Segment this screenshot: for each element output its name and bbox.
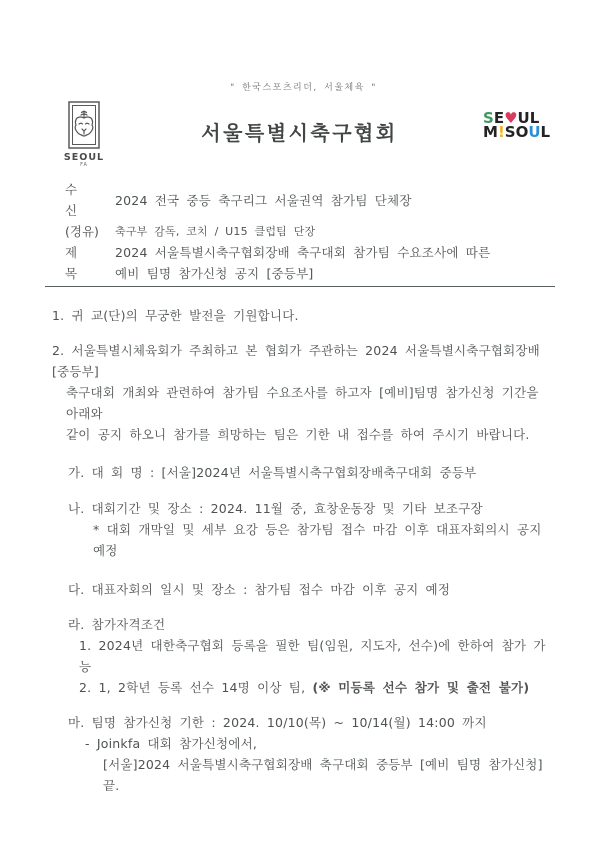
subject-label: 제 목 bbox=[65, 245, 80, 281]
section-ra-eligibility bbox=[68, 614, 555, 698]
section-ra-item-1: 1. 2024년 대한축구협회 등록을 필한 팀(임원, 지도자, 선수)에 한하여 참가 가능 bbox=[79, 638, 546, 674]
exclamation-icon: ! bbox=[497, 123, 505, 141]
section-ga-tournament-name: 가. 대 회 명 : [서울]2024년 서울특별시축구협회장배축구대회 중등부 bbox=[68, 465, 477, 480]
paragraph-1: 1. 귀 교(단)의 무궁한 발전을 기원합니다. bbox=[52, 308, 299, 323]
logo-letter-s: S bbox=[483, 109, 494, 127]
via-label: (경유) bbox=[65, 224, 99, 239]
section-ra-heading: 라. 참가자격조건 bbox=[68, 617, 166, 632]
subject-line-2: 예비 팀명 참가신청 공지 [중등부] bbox=[115, 266, 314, 281]
smile-u-icon: U bbox=[528, 123, 541, 141]
via-value: 축구부 감독, 코치 / U15 클럽팀 단장 bbox=[115, 225, 316, 238]
paragraph-2-line-3: 같이 공지 하오니 참가를 희망하는 팀은 기한 내 접수를 하여 주시기 바랍니다. bbox=[66, 427, 530, 442]
logo-letters-ul: UL bbox=[517, 109, 540, 127]
subject-row bbox=[65, 242, 555, 284]
section-ra-item-2-bold: (※ 미등록 선수 참가 및 출전 불가) bbox=[312, 680, 530, 695]
header-slogan: " 한국스포츠리더, 서울체육 " bbox=[230, 83, 377, 93]
section-ma-registration-deadline bbox=[68, 712, 555, 796]
page-title: 서울특별시축구협회 bbox=[201, 121, 398, 145]
seoul-my-soul-line2 bbox=[483, 125, 555, 139]
section-na-line: 나. 대회기간 및 장소 : 2024. 11월 중, 효창운동장 및 기타 보조구장 bbox=[68, 501, 483, 516]
tiger-emblem-icon bbox=[68, 101, 100, 152]
section-da-representatives-meeting: 다. 대표자회의 일시 및 장소 : 참가팀 접수 마감 이후 공지 예정 bbox=[68, 582, 451, 597]
subject-value bbox=[115, 242, 490, 284]
document-meta bbox=[65, 179, 555, 284]
seoul-fa-logo-sub: FA bbox=[80, 162, 88, 168]
logo-letter-m: M bbox=[483, 123, 498, 141]
document-header bbox=[52, 101, 555, 173]
logo-letter-l: L bbox=[540, 123, 551, 141]
paragraph-2-line-1: 2. 서울특별시체육회가 주최하고 본 협회가 주관하는 2024 서울특별시축구협회장배[중등부] bbox=[52, 343, 540, 379]
logo-letters-so: SO bbox=[504, 123, 529, 141]
recipient-label: 수 신 bbox=[65, 182, 80, 218]
via-row bbox=[65, 221, 555, 242]
section-na-note: * 대회 개막일 및 세부 요강 등은 참가팀 접수 마감 이후 대표자회의시 공지 예정 bbox=[93, 522, 542, 558]
section-ma-joinkfa: - Joinkfa 대회 참가신청에서, bbox=[85, 736, 258, 751]
heart-icon: ♥ bbox=[504, 109, 518, 127]
header-divider bbox=[45, 286, 555, 287]
logo-letter-e: E bbox=[493, 109, 505, 127]
paragraph-2 bbox=[52, 340, 555, 445]
section-na-period-venue bbox=[68, 498, 555, 561]
seoul-my-soul-logo bbox=[483, 101, 555, 139]
section-ra-item-2 bbox=[79, 677, 555, 698]
subject-line-1: 2024 서울특별시축구협회장배 축구대회 참가팀 수요조사에 따른 bbox=[115, 245, 491, 260]
seoul-fa-logo bbox=[52, 101, 116, 168]
section-ma-line: 마. 팀명 참가신청 기한 : 2024. 10/10(목) ~ 10/14(월) 14:00 까지 bbox=[68, 715, 487, 730]
section-ma-final-line: [서울]2024 서울특별시축구협회장배 축구대회 중등부 [예비 팀명 참가신청] 끝. bbox=[103, 757, 543, 793]
paragraph-2-line-2: 축구대회 개최와 관련하여 참가팀 수요조사를 하고자 [예비]팀명 참가신청 기간을 아래와 bbox=[66, 385, 539, 421]
section-ra-item-2-text: 2. 1, 2학년 등록 선수 14명 이상 팀, bbox=[79, 680, 313, 695]
seoul-fa-logo-name: SEOUL bbox=[63, 152, 105, 163]
recipient-row bbox=[65, 179, 555, 221]
recipient-value: 2024 전국 중등 축구리그 서울권역 참가팀 단체장 bbox=[115, 192, 412, 208]
document-body bbox=[52, 305, 555, 796]
